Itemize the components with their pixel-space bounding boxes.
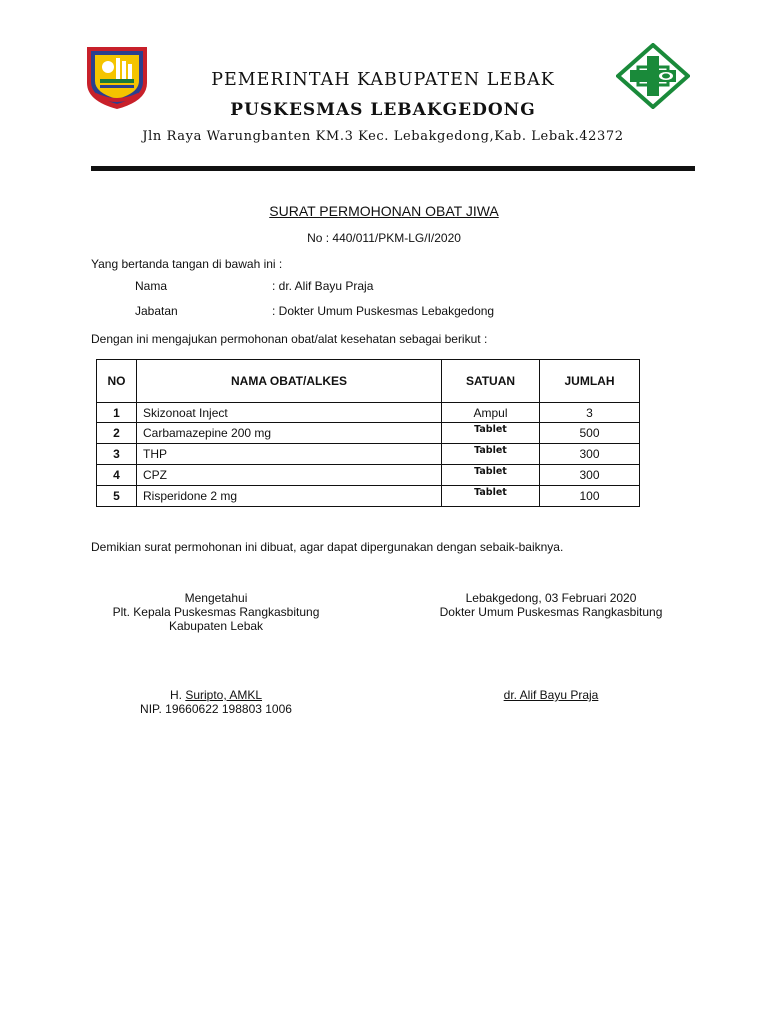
row-qty: 100 <box>540 486 640 507</box>
row-unit: Tablet <box>442 423 540 444</box>
row-name: CPZ <box>137 465 442 486</box>
table-row <box>97 486 640 507</box>
right-sig-line2: Dokter Umum Puskesmas Rangkasbitung <box>439 605 663 619</box>
medicine-table <box>96 359 640 507</box>
right-sig-line1: Lebakgedong, 03 Februari 2020 <box>465 591 637 605</box>
row-name: THP <box>137 444 442 465</box>
row-qty: 300 <box>540 444 640 465</box>
table-row <box>97 403 640 423</box>
left-signer-nip: NIP. 19660622 198803 1006 <box>140 702 292 716</box>
closing-text: Demikian surat permohonan ini dibuat, agar dapat dipergunakan dengan sebaik-baiknya. <box>91 540 564 554</box>
left-signer-name: Suripto, AMKL <box>185 688 263 702</box>
left-sig-line3: Kabupaten Lebak <box>168 619 264 633</box>
name-value: : dr. Alif Bayu Praja <box>272 279 374 293</box>
table-row <box>97 423 640 444</box>
position-label: Jabatan <box>135 304 178 318</box>
right-signer <box>421 688 681 702</box>
table-row <box>97 465 640 486</box>
row-qty: 300 <box>540 465 640 486</box>
row-unit: Tablet <box>442 465 540 486</box>
header-name: NAMA OBAT/ALKES <box>137 360 442 403</box>
name-label: Nama <box>135 279 168 293</box>
header-qty: JUMLAH <box>540 360 640 403</box>
table-row <box>97 444 640 465</box>
right-signer-name: dr. Alif Bayu Praja <box>503 688 599 702</box>
row-name: Risperidone 2 mg <box>137 486 442 507</box>
left-signer-name-line <box>86 688 346 702</box>
left-signer <box>86 688 346 716</box>
row-qty: 500 <box>540 423 640 444</box>
row-unit: Tablet <box>442 444 540 465</box>
intro-text: Yang bertanda tangan di bawah ini : <box>91 257 283 271</box>
row-unit: Ampul <box>442 403 540 423</box>
header-no: NO <box>97 360 137 403</box>
left-signer-prefix: H. <box>169 688 186 702</box>
row-no: 2 <box>97 423 137 444</box>
row-no: 5 <box>97 486 137 507</box>
row-name: Carbamazepine 200 mg <box>137 423 442 444</box>
row-no: 3 <box>97 444 137 465</box>
kabupaten-lebak-logo <box>84 43 150 111</box>
position-value: : Dokter Umum Puskesmas Lebakgedong <box>272 304 495 318</box>
document-title: SURAT PERMOHONAN OBAT JIWA <box>269 203 499 219</box>
row-qty: 3 <box>540 403 640 423</box>
request-text: Dengan ini mengajukan permohonan obat/alat kesehatan sebagai berikut : <box>91 332 488 346</box>
left-sig-line2: Plt. Kepala Puskesmas Rangkasbitung <box>112 605 320 619</box>
row-no: 1 <box>97 403 137 423</box>
row-name: Skizonoat Inject <box>137 403 442 423</box>
institution-address: Jln Raya Warungbanten KM.3 Kec. Lebakgedong,Kab. Lebak.42372 <box>142 129 624 144</box>
left-signature-block <box>86 591 346 633</box>
table-header-row <box>97 360 640 403</box>
left-sig-line1: Mengetahui <box>184 591 248 605</box>
header-unit: SATUAN <box>442 360 540 403</box>
letterhead-divider <box>91 166 695 171</box>
row-unit: Tablet <box>442 486 540 507</box>
document-number: No : 440/011/PKM-LG/I/2020 <box>307 231 461 245</box>
row-no: 4 <box>97 465 137 486</box>
institution-heading: PUSKESMAS LEBAKGEDONG <box>230 100 536 120</box>
government-heading: PEMERINTAH KABUPATEN LEBAK <box>211 70 555 90</box>
right-signature-block <box>421 591 681 619</box>
puskesmas-logo <box>616 43 690 109</box>
